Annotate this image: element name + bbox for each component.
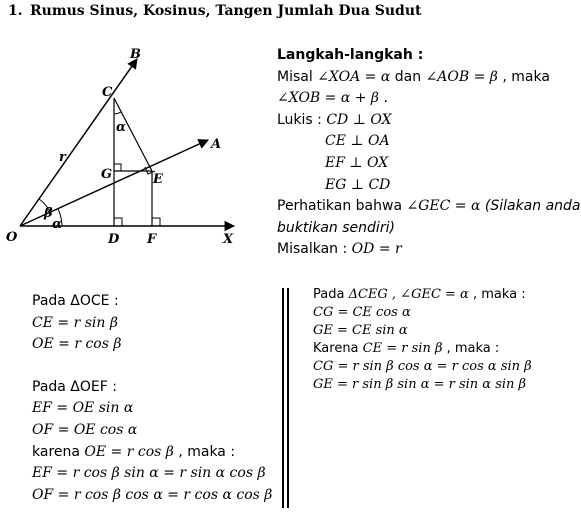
oef-label: Pada ΔOEF : — [32, 378, 117, 395]
ceg-eq-1: CG = CE cos α — [313, 305, 411, 320]
label-alpha-top: α — [116, 120, 127, 135]
arc-alpha-c — [114, 112, 121, 114]
label-a: A — [211, 137, 222, 152]
left-karena: karena OE = r cos β , maka : — [32, 443, 236, 460]
ray-ob — [20, 59, 137, 226]
label-alpha-bottom: α — [52, 217, 63, 232]
steps-note-cont: buktikan sendiri) — [277, 219, 395, 236]
right-result-2: GE = r sin β sin α = r sin α sin β — [313, 377, 527, 392]
left-result-2: OF = r cos β cos α = r cos α cos β — [32, 486, 273, 503]
section-title-text: Rumus Sinus, Kosinus, Tangen Jumlah Dua Sudut — [30, 3, 422, 19]
steps-heading: Langkah-langkah : — [277, 47, 424, 63]
label-r: r — [59, 150, 66, 165]
ceg-label: Pada ΔCEG , ∠GEC = α , maka : — [313, 287, 526, 302]
section-number: 1. — [8, 3, 23, 19]
label-e: E — [153, 172, 163, 187]
right-angle-d — [114, 218, 122, 226]
label-b: B — [130, 47, 141, 62]
left-derivation — [32, 291, 272, 506]
divider-line-2 — [287, 288, 289, 508]
steps-lukis-1: Lukis : CD ⊥ OX — [277, 111, 392, 128]
right-derivation — [313, 286, 532, 394]
oce-eq-2: OE = r cos β — [32, 336, 122, 353]
label-g: G — [101, 167, 113, 182]
steps-lukis-4: EG ⊥ CD — [325, 176, 391, 193]
oce-eq-1: CE = r sin β — [32, 314, 118, 331]
steps-lukis-3: EF ⊥ OX — [325, 154, 389, 171]
steps-line-1: Misal ∠XOA = α dan ∠AOB = β , maka — [277, 68, 550, 85]
steps-misalkan: Misalkan : OD = r — [277, 241, 402, 258]
right-result-1: CG = r sin β cos α = r cos α sin β — [313, 359, 532, 374]
label-x: X — [223, 232, 234, 247]
label-f: F — [147, 232, 157, 247]
label-c: C — [102, 85, 113, 100]
label-beta: β — [44, 206, 53, 221]
oef-eq-2: OF = OE cos α — [32, 421, 138, 438]
right-angle-f — [152, 218, 160, 226]
ceg-eq-2: GE = CE sin α — [313, 323, 408, 338]
oef-eq-1: EF = OE sin α — [32, 400, 134, 417]
label-o: O — [6, 230, 18, 245]
label-d: D — [108, 232, 120, 247]
steps-line-2: ∠XOB = α + β . — [277, 90, 388, 107]
steps-lukis-2: CE ⊥ OA — [325, 133, 390, 150]
steps-note: Perhatikan bahwa ∠GEC = α (Silakan anda — [277, 198, 581, 215]
right-karena: Karena CE = r sin β , maka : — [313, 341, 500, 356]
steps-block — [277, 45, 581, 261]
divider-line-1 — [282, 288, 284, 508]
right-angle-g — [114, 164, 121, 171]
left-result-1: EF = r cos β sin α = r sin α cos β — [32, 465, 266, 482]
oce-label: Pada ΔOCE : — [32, 293, 119, 309]
